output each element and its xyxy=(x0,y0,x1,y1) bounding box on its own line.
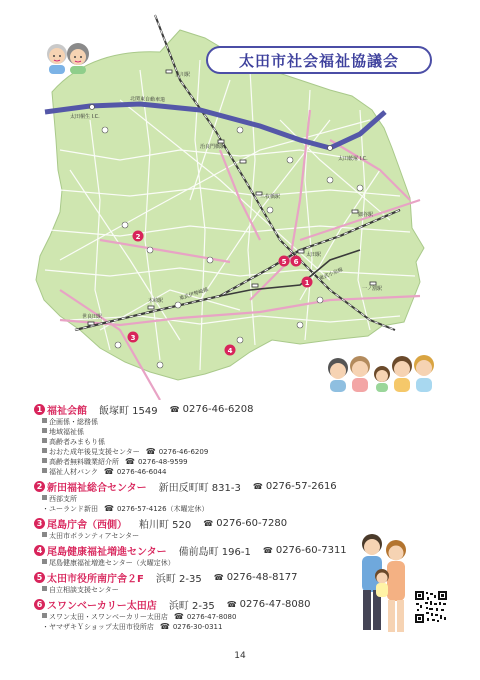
phone-icon: ☎ xyxy=(213,573,224,582)
facility-sub-item xyxy=(34,417,454,427)
label-ic-east: 太田藪塚 I.C. xyxy=(338,156,368,162)
facility-number-badge: 2 xyxy=(34,481,45,492)
bullet-square-icon xyxy=(42,559,47,564)
facility-sub-item xyxy=(34,494,454,504)
sub-item-label: 高齢者みまもり係 xyxy=(49,438,105,446)
facility-name: スワンベーカリー太田店 xyxy=(47,601,157,612)
facility-phone xyxy=(170,404,254,415)
sub-item-label: 福祉人材バンク xyxy=(49,468,98,476)
sub-phone-number: 0276-48-9599 xyxy=(137,458,188,466)
page-number: 14 xyxy=(234,651,246,661)
label-ic-west: 太田桐生 I.C. xyxy=(70,114,100,120)
facility-name: 太田市役所南庁舎２F xyxy=(47,574,144,585)
sub-item-label: 太田市ボランティアセンター xyxy=(49,532,140,540)
phone-number: 0276-46-6208 xyxy=(182,404,254,415)
label-sanmaibashi: 三枚橋駅 xyxy=(260,194,281,200)
facility-entry xyxy=(34,597,454,632)
facility-header xyxy=(34,479,454,494)
bullet-square-icon xyxy=(42,458,47,463)
sub-item-label: 企画係・総務係 xyxy=(49,418,98,426)
phone-icon: ☎ xyxy=(103,467,114,476)
facility-sub-item xyxy=(34,612,454,622)
sub-item-phone xyxy=(174,613,237,621)
facility-name: 福祉会館 xyxy=(47,406,87,417)
facility-header xyxy=(34,543,454,558)
family-faces-illustration xyxy=(326,350,438,392)
bullet-square-icon xyxy=(42,438,47,443)
facility-sub-item xyxy=(34,585,454,595)
facility-entry xyxy=(34,570,454,595)
bullet-square-icon xyxy=(42,428,47,433)
phone-number: 0276-60-7311 xyxy=(275,545,347,556)
facility-phone xyxy=(227,599,311,610)
facility-name: 尾島健康福祉増進センター xyxy=(47,547,167,558)
sub-item-label: 高齢者無料職業紹介所 xyxy=(49,458,119,466)
bullet-square-icon xyxy=(42,448,47,453)
svg-text:2: 2 xyxy=(135,233,141,241)
label-isesaki-line: 東武伊勢崎線 xyxy=(178,286,210,302)
phone-icon: ☎ xyxy=(173,612,184,621)
phone-icon: ☎ xyxy=(169,405,180,414)
svg-text:3: 3 xyxy=(130,334,136,342)
elderly-couple-illustration xyxy=(44,38,94,74)
sub-item-phone xyxy=(104,468,167,476)
facility-phone xyxy=(214,572,298,583)
facility-header xyxy=(34,597,454,612)
phone-icon: ☎ xyxy=(252,482,263,491)
sub-item-label: 西部支所 xyxy=(49,495,77,503)
facility-sub-item xyxy=(34,504,454,514)
facility-sub-item xyxy=(34,447,454,457)
facility-header xyxy=(34,402,454,417)
facility-address: 飯塚町 1549 xyxy=(99,406,158,417)
facility-address: 備前島町 196-1 xyxy=(178,547,251,558)
facility-phone xyxy=(263,545,347,556)
bullet-square-icon xyxy=(42,532,47,537)
sub-item-phone xyxy=(160,623,223,631)
facility-address: 浜町 2-35 xyxy=(155,574,202,585)
marker-4 xyxy=(225,345,236,356)
facility-address: 浜町 2-35 xyxy=(168,601,215,612)
label-hosoya: 細谷駅 xyxy=(358,212,374,218)
facility-header xyxy=(34,516,454,531)
sub-phone-number: 0276-47-8080 xyxy=(186,613,237,621)
facility-sub-item xyxy=(34,467,454,477)
sub-item-phone xyxy=(146,448,209,456)
facility-address: 粕川町 520 xyxy=(139,520,192,531)
phone-number: 0276-57-2616 xyxy=(265,481,337,492)
bullet-square-icon xyxy=(42,468,47,473)
label-kizaki: 木崎駅 xyxy=(148,298,164,304)
bullet-square-icon xyxy=(42,495,47,500)
facility-entry xyxy=(34,479,454,514)
phone-icon: ☎ xyxy=(262,546,273,555)
sub-phone-number: 0276-57-4126（木曜定休） xyxy=(116,505,209,513)
phone-icon: ☎ xyxy=(125,457,135,466)
bullet-square-icon xyxy=(42,586,47,591)
facility-address: 新田反町町 831-3 xyxy=(158,483,241,494)
label-ikka: 一ノ割駅 xyxy=(362,286,383,292)
phone-number: 0276-48-8177 xyxy=(226,572,298,583)
label-miyajima: 韮川駅 xyxy=(175,72,191,78)
facility-header xyxy=(34,570,454,585)
facility-sub-item xyxy=(34,427,454,437)
sub-phone-number: 0276-46-6044 xyxy=(116,468,167,476)
ic-west-dot xyxy=(90,105,95,110)
facility-phone xyxy=(253,481,337,492)
facility-entry xyxy=(34,543,454,568)
facility-name: 新田福祉総合センター xyxy=(47,483,147,494)
sub-phone-number: 0276-30-0311 xyxy=(172,623,223,631)
phone-number: 0276-60-7280 xyxy=(216,518,288,529)
facility-number-badge: 4 xyxy=(34,545,45,556)
facility-sub-item xyxy=(34,622,454,632)
marker-3 xyxy=(128,332,139,343)
facility-sub-item xyxy=(34,437,454,447)
sub-item-label: 地域福祉係 xyxy=(49,428,84,436)
facility-number-badge: 3 xyxy=(34,518,45,529)
sub-item-label: 自立相談支援センター xyxy=(49,586,119,594)
sub-item-label: ・ヤマザキＹショップ太田市役所店 xyxy=(42,623,154,631)
phone-icon: ☎ xyxy=(159,622,170,631)
phone-icon: ☎ xyxy=(203,519,214,528)
phone-number: 0276-47-8080 xyxy=(239,599,311,610)
label-ota-station: 太田駅 xyxy=(306,252,322,258)
facility-entry xyxy=(34,516,454,541)
marker-1 xyxy=(302,277,313,288)
sub-item-label: スワン太田・スワンベーカリー太田店 xyxy=(49,613,168,621)
svg-text:6: 6 xyxy=(293,258,299,266)
title-banner xyxy=(206,46,432,74)
marker-6 xyxy=(291,256,302,267)
sub-item-label: おおた成年後見支援センター xyxy=(49,448,140,456)
sub-item-label: ・ユーランド新田 xyxy=(42,505,98,513)
label-koizumi-line: 東武小泉線 xyxy=(318,266,344,282)
sub-item-phone xyxy=(125,458,188,466)
marker-2 xyxy=(133,231,144,242)
facility-entry xyxy=(34,402,454,477)
sub-item-label: 尾島健康福祉増進センター（火曜定休） xyxy=(49,559,175,567)
label-seraida: 世良田駅 xyxy=(82,314,103,320)
city-area xyxy=(36,30,424,380)
facility-sub-item xyxy=(34,457,454,467)
label-highway: 北関東自動車道 xyxy=(129,96,166,104)
svg-text:1: 1 xyxy=(304,279,310,287)
sub-item-phone xyxy=(104,505,209,513)
page-title: 太田市社会福祉協議会 xyxy=(238,51,399,70)
bullet-square-icon xyxy=(42,418,47,423)
phone-icon: ☎ xyxy=(226,600,237,609)
svg-text:5: 5 xyxy=(281,258,287,266)
facility-name: 尾島庁舎（西側） xyxy=(47,520,127,531)
facility-sub-item xyxy=(34,558,454,568)
facility-phone xyxy=(203,518,287,529)
facility-sub-item xyxy=(34,531,454,541)
sub-phone-number: 0276-46-6209 xyxy=(158,448,209,456)
bullet-square-icon xyxy=(42,613,47,618)
label-harajuku: 治良門橋駅 xyxy=(200,144,226,150)
facility-number-badge: 5 xyxy=(34,572,45,583)
marker-5 xyxy=(279,256,290,267)
facility-number-badge: 6 xyxy=(34,599,45,610)
facility-list xyxy=(34,402,454,634)
phone-icon: ☎ xyxy=(104,504,114,513)
svg-text:4: 4 xyxy=(227,347,233,355)
ic-east-dot xyxy=(328,146,333,151)
facility-number-badge: 1 xyxy=(34,404,45,415)
phone-icon: ☎ xyxy=(145,447,156,456)
